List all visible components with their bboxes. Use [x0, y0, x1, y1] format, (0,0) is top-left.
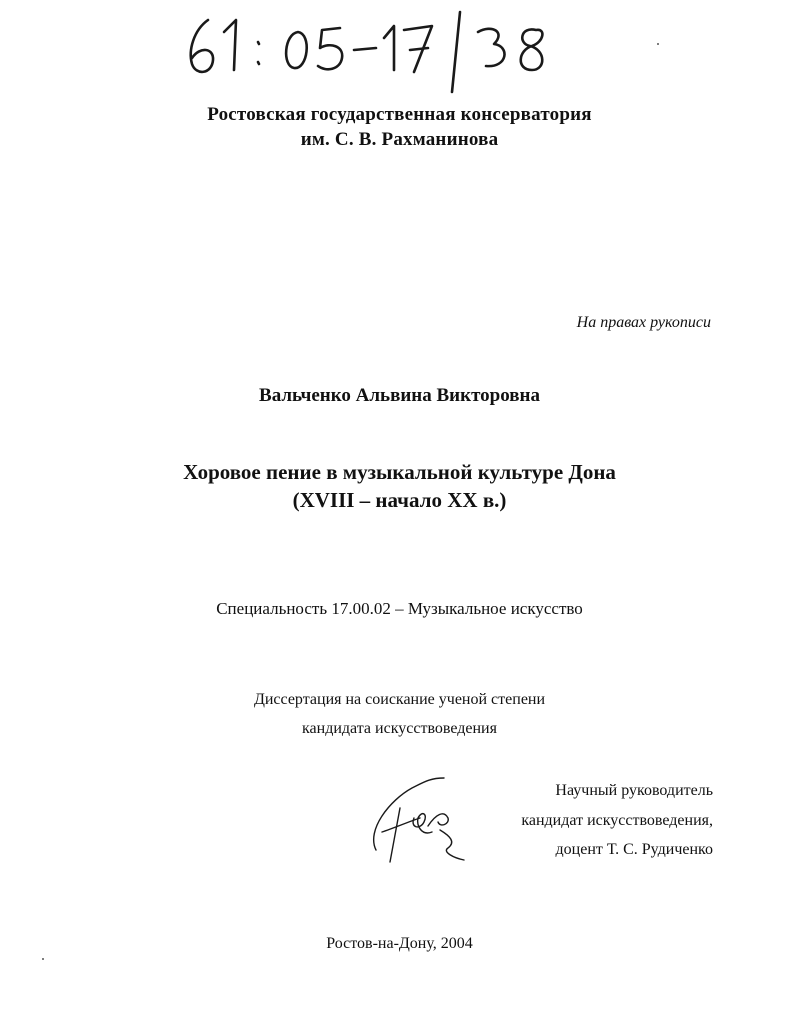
author-name: Вальченко Альвина Викторовна [259, 385, 540, 406]
supervisor-line-2: кандидат искусствоведения, [521, 812, 713, 829]
handwritten-archive-code [180, 6, 580, 96]
signature-icon [360, 770, 490, 870]
specialty-line: Специальность 17.00.02 – Музыкальное искусство [216, 599, 583, 618]
manuscript-note: На правах рукописи [576, 314, 711, 331]
city-year: Ростов-на-Дону, 2004 [326, 935, 473, 952]
dissertation-line-1: Диссертация на соискание ученой степени [253, 691, 546, 708]
supervisor-line-3: доцент Т. С. Рудиченко [555, 841, 713, 858]
scan-speck [42, 958, 44, 960]
institution-line-2: им. С. В. Рахманинова [300, 129, 499, 150]
supervisor-line-1: Научный руководитель [555, 782, 713, 799]
institution-line-1: Ростовская государственная консерватория [207, 104, 592, 125]
scan-speck [657, 43, 659, 45]
dissertation-title-line-1: Хоровое пение в музыкальной культуре Дона [183, 460, 616, 484]
dissertation-line-2: кандидата искусствоведения [302, 720, 497, 737]
dissertation-title-line-2: (XVIII – начало XX в.) [292, 488, 507, 512]
